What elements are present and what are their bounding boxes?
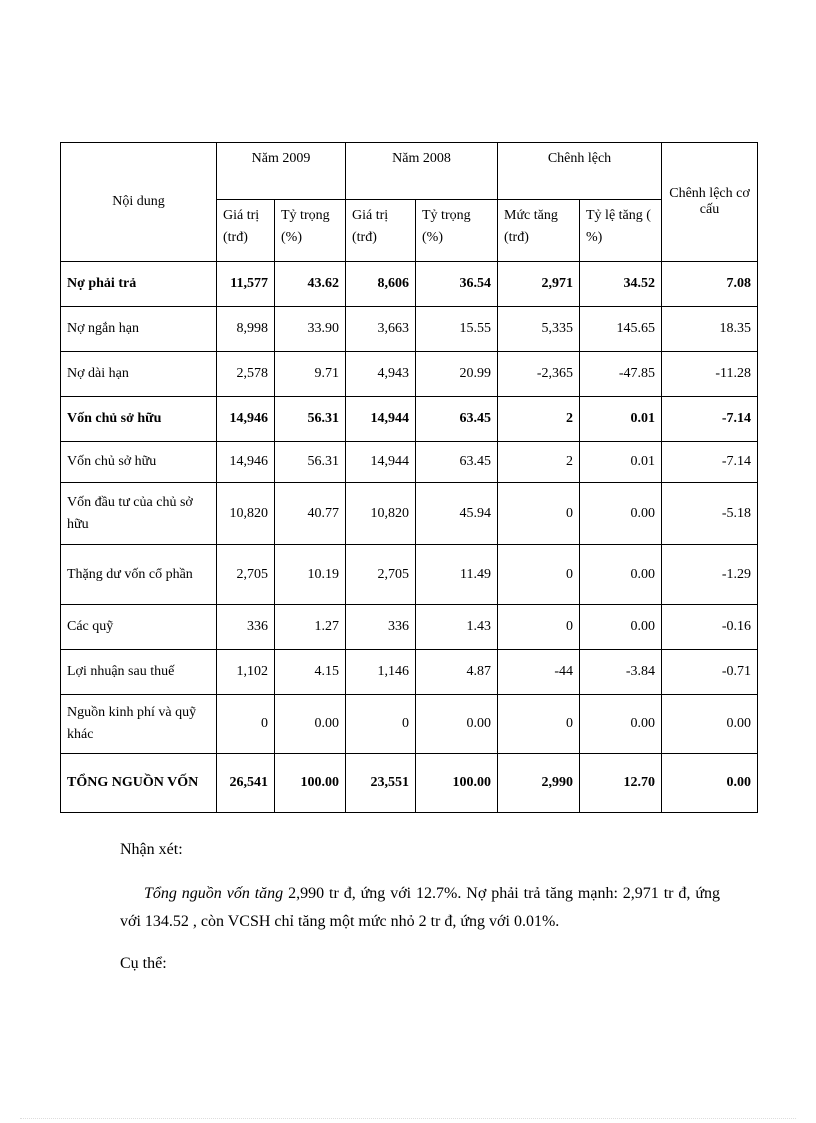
table-row-total bbox=[61, 754, 758, 813]
table-row bbox=[61, 605, 758, 650]
row-label: Các quỹ bbox=[61, 605, 217, 650]
notes-section bbox=[120, 836, 720, 978]
cell-share-2008: 36.54 bbox=[416, 262, 498, 307]
cell-structure-diff: 7.08 bbox=[662, 262, 758, 307]
cell-value-2009: 11,577 bbox=[217, 262, 275, 307]
cell-share-2009: 56.31 bbox=[275, 397, 346, 442]
row-label: Nợ dài hạn bbox=[61, 352, 217, 397]
notes-details-heading: Cụ thể: bbox=[120, 955, 167, 972]
header-ty-trong-2008: Tỷ trọng (%) bbox=[416, 200, 498, 262]
notes-title: Nhận xét: bbox=[120, 841, 183, 858]
row-label: TỔNG NGUỒN VỐN bbox=[61, 754, 217, 813]
cell-increase: 5,335 bbox=[498, 307, 580, 352]
cell-value-2008: 10,820 bbox=[346, 483, 416, 545]
cell-value-2009: 10,820 bbox=[217, 483, 275, 545]
cell-share-2008: 11.49 bbox=[416, 545, 498, 605]
table-row bbox=[61, 307, 758, 352]
cell-value-2008: 14,944 bbox=[346, 442, 416, 483]
table-row bbox=[61, 352, 758, 397]
cell-value-2009: 2,578 bbox=[217, 352, 275, 397]
cell-increase: -44 bbox=[498, 650, 580, 695]
cell-value-2008: 14,944 bbox=[346, 397, 416, 442]
cell-increase-rate: 0.00 bbox=[580, 483, 662, 545]
cell-value-2008: 3,663 bbox=[346, 307, 416, 352]
cell-value-2008: 4,943 bbox=[346, 352, 416, 397]
cell-increase-rate: 34.52 bbox=[580, 262, 662, 307]
cell-value-2008: 1,146 bbox=[346, 650, 416, 695]
row-label: Vốn đầu tư của chủ sở hữu bbox=[61, 483, 217, 545]
cell-structure-diff: -0.16 bbox=[662, 605, 758, 650]
cell-share-2008: 63.45 bbox=[416, 397, 498, 442]
cell-increase-rate: 0.01 bbox=[580, 397, 662, 442]
page-divider bbox=[20, 1118, 796, 1119]
cell-structure-diff: -7.14 bbox=[662, 442, 758, 483]
cell-increase: 2 bbox=[498, 442, 580, 483]
row-label: Vốn chủ sở hữu bbox=[61, 397, 217, 442]
cell-share-2009: 4.15 bbox=[275, 650, 346, 695]
cell-share-2009: 43.62 bbox=[275, 262, 346, 307]
row-label: Thặng dư vốn cổ phần bbox=[61, 545, 217, 605]
cell-structure-diff: 0.00 bbox=[662, 754, 758, 813]
cell-share-2009: 33.90 bbox=[275, 307, 346, 352]
header-ty-le-tang: Tỷ lệ tăng ( %) bbox=[580, 200, 662, 262]
table-row bbox=[61, 650, 758, 695]
cell-structure-diff: -5.18 bbox=[662, 483, 758, 545]
table-row bbox=[61, 397, 758, 442]
cell-increase: 2 bbox=[498, 397, 580, 442]
cell-increase: 0 bbox=[498, 483, 580, 545]
cell-structure-diff: -1.29 bbox=[662, 545, 758, 605]
header-chenh-lech-co-cau: Chênh lệch cơ cấu bbox=[662, 143, 758, 262]
cell-value-2008: 8,606 bbox=[346, 262, 416, 307]
cell-increase-rate: -47.85 bbox=[580, 352, 662, 397]
cell-value-2009: 336 bbox=[217, 605, 275, 650]
header-chenh-lech: Chênh lệch bbox=[498, 143, 662, 200]
cell-share-2008: 63.45 bbox=[416, 442, 498, 483]
cell-increase-rate: 12.70 bbox=[580, 754, 662, 813]
cell-value-2009: 0 bbox=[217, 695, 275, 754]
cell-share-2008: 45.94 bbox=[416, 483, 498, 545]
cell-share-2008: 15.55 bbox=[416, 307, 498, 352]
header-year-2008: Năm 2008 bbox=[346, 143, 498, 200]
cell-share-2008: 100.00 bbox=[416, 754, 498, 813]
cell-share-2009: 0.00 bbox=[275, 695, 346, 754]
cell-share-2009: 1.27 bbox=[275, 605, 346, 650]
cell-increase: -2,365 bbox=[498, 352, 580, 397]
cell-value-2008: 23,551 bbox=[346, 754, 416, 813]
table-row bbox=[61, 695, 758, 754]
cell-share-2009: 100.00 bbox=[275, 754, 346, 813]
cell-structure-diff: -7.14 bbox=[662, 397, 758, 442]
capital-structure-table bbox=[60, 142, 758, 813]
row-label: Nợ ngắn hạn bbox=[61, 307, 217, 352]
cell-increase-rate: 0.01 bbox=[580, 442, 662, 483]
table-row bbox=[61, 442, 758, 483]
table-row bbox=[61, 545, 758, 605]
notes-body-text: 2,990 tr đ, ứng với 12.7%. Nợ phải trả tăng mạnh: 2,971 tr đ, ứng với 134.52 , còn VCSH chỉ tăng một mức nhỏ 2 tr đ, ứng với 0.01%. bbox=[120, 885, 720, 930]
cell-value-2008: 2,705 bbox=[346, 545, 416, 605]
cell-value-2009: 14,946 bbox=[217, 397, 275, 442]
header-gia-tri-2008: Giá trị (trđ) bbox=[346, 200, 416, 262]
cell-increase-rate: -3.84 bbox=[580, 650, 662, 695]
header-gia-tri-2009: Giá trị (trđ) bbox=[217, 200, 275, 262]
notes-body-italic: Tổng nguồn vốn tăng bbox=[144, 885, 284, 902]
cell-increase: 0 bbox=[498, 545, 580, 605]
cell-value-2009: 8,998 bbox=[217, 307, 275, 352]
row-label: Vốn chủ sở hữu bbox=[61, 442, 217, 483]
cell-structure-diff: 18.35 bbox=[662, 307, 758, 352]
cell-increase: 2,971 bbox=[498, 262, 580, 307]
cell-structure-diff: 0.00 bbox=[662, 695, 758, 754]
row-label: Nợ phải trả bbox=[61, 262, 217, 307]
cell-share-2009: 10.19 bbox=[275, 545, 346, 605]
cell-increase: 2,990 bbox=[498, 754, 580, 813]
header-ty-trong-2009: Tỷ trọng (%) bbox=[275, 200, 346, 262]
cell-value-2009: 26,541 bbox=[217, 754, 275, 813]
row-label: Nguồn kinh phí và quỹ khác bbox=[61, 695, 217, 754]
cell-increase-rate: 145.65 bbox=[580, 307, 662, 352]
cell-increase: 0 bbox=[498, 695, 580, 754]
notes-body bbox=[120, 880, 720, 936]
cell-increase-rate: 0.00 bbox=[580, 545, 662, 605]
table-row bbox=[61, 483, 758, 545]
cell-structure-diff: -0.71 bbox=[662, 650, 758, 695]
cell-increase-rate: 0.00 bbox=[580, 695, 662, 754]
table-row bbox=[61, 262, 758, 307]
row-label: Lợi nhuận sau thuế bbox=[61, 650, 217, 695]
cell-share-2008: 0.00 bbox=[416, 695, 498, 754]
cell-value-2009: 2,705 bbox=[217, 545, 275, 605]
cell-increase-rate: 0.00 bbox=[580, 605, 662, 650]
cell-share-2009: 40.77 bbox=[275, 483, 346, 545]
cell-share-2008: 20.99 bbox=[416, 352, 498, 397]
cell-share-2008: 4.87 bbox=[416, 650, 498, 695]
cell-share-2009: 9.71 bbox=[275, 352, 346, 397]
header-muc-tang: Mức tăng (trđ) bbox=[498, 200, 580, 262]
cell-structure-diff: -11.28 bbox=[662, 352, 758, 397]
header-noi-dung: Nội dung bbox=[61, 143, 217, 262]
cell-value-2008: 336 bbox=[346, 605, 416, 650]
cell-share-2008: 1.43 bbox=[416, 605, 498, 650]
cell-value-2009: 14,946 bbox=[217, 442, 275, 483]
header-year-2009: Năm 2009 bbox=[217, 143, 346, 200]
cell-value-2008: 0 bbox=[346, 695, 416, 754]
cell-share-2009: 56.31 bbox=[275, 442, 346, 483]
cell-increase: 0 bbox=[498, 605, 580, 650]
cell-value-2009: 1,102 bbox=[217, 650, 275, 695]
